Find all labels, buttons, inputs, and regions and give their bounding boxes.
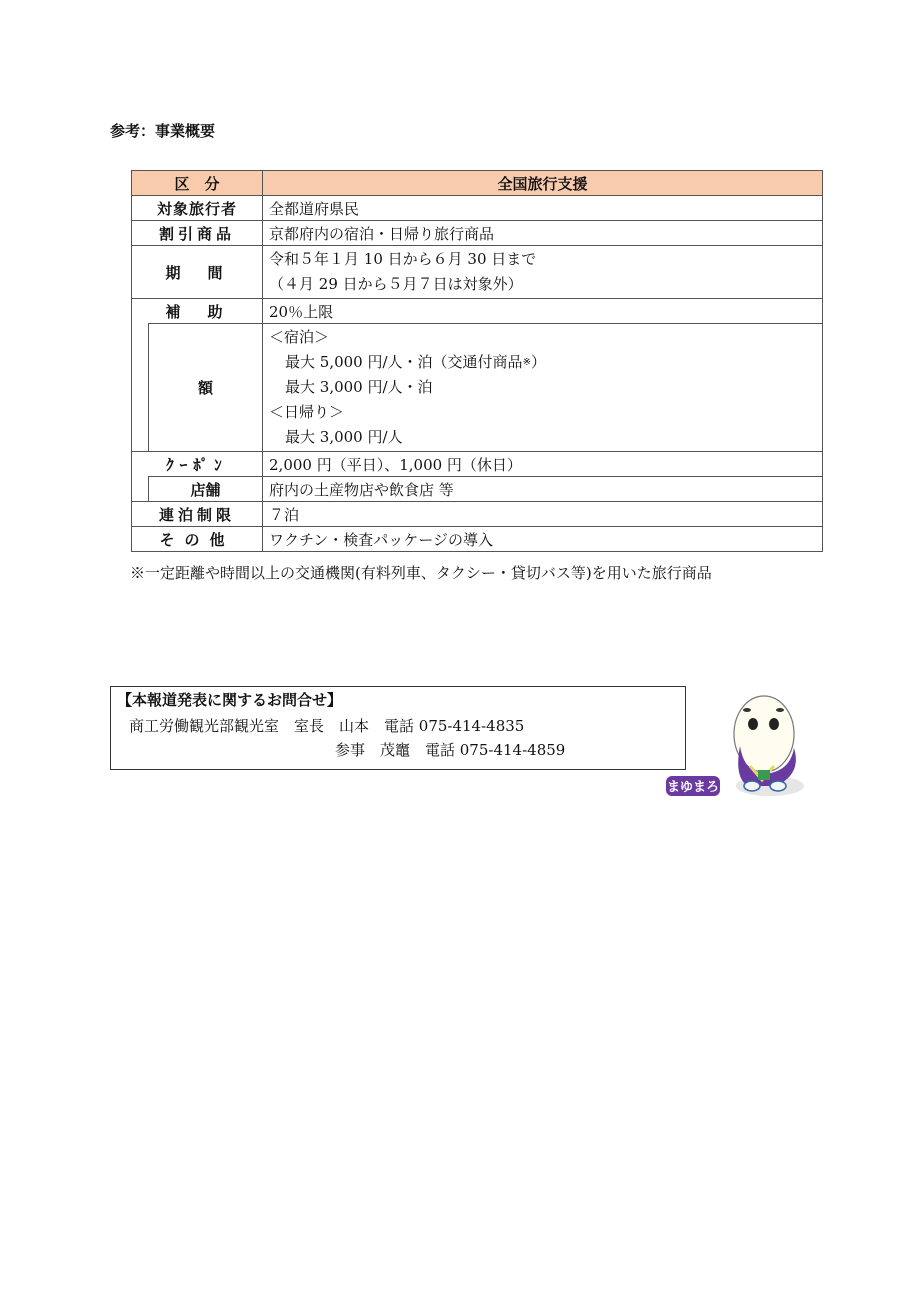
amount-line: ＜宿泊＞ [269, 328, 330, 346]
period-line-2: （４月 29 日から５月７日は対象外） [269, 275, 523, 293]
period-value [263, 246, 823, 299]
table-row [132, 477, 823, 502]
header-category: 区 分 [132, 171, 263, 196]
period-line-1: 令和５年１月 10 日から６月 30 日まで [269, 250, 537, 268]
contact-row-1: 商工労働観光部観光室 室長 山本 電話 075-414-4835 [129, 717, 525, 735]
table-row [132, 452, 823, 477]
table-header-row [132, 171, 823, 196]
subsidy-value: 20％上限 [263, 299, 823, 324]
contact-title: 【本報道発表に関するお問合せ】 [117, 691, 343, 709]
table-row [132, 196, 823, 221]
amount-line: 最大 3,000 円/人・泊 [285, 378, 433, 396]
coupon-value: 2,000 円（平日）、1,000 円（休日） [263, 452, 823, 477]
stores-label: 店舗 [149, 477, 263, 502]
period-label: 期 間 [132, 246, 263, 299]
product-value: 京都府内の宿泊・日帰り旅行商品 [263, 221, 823, 246]
table-row [132, 324, 823, 452]
table-row [132, 299, 823, 324]
other-label: その他 [132, 527, 263, 552]
note-ref: ※ [522, 357, 531, 368]
target-value: 全都道府県民 [263, 196, 823, 221]
amount-line [269, 350, 816, 375]
table-row [132, 527, 823, 552]
table-row [132, 221, 823, 246]
indent-cell [132, 477, 149, 502]
amount-line-close: ） [530, 353, 546, 371]
contact-row-2: 参事 茂竈 電話 075-414-4859 [335, 741, 566, 759]
table-row [132, 502, 823, 527]
nights-label: 連泊制限 [132, 502, 263, 527]
stores-value: 府内の土産物店や飲食店 等 [263, 477, 823, 502]
mayumaro-mascot-icon [664, 686, 814, 804]
overview-table [131, 170, 823, 552]
mascot-name: まゆまろ [666, 780, 720, 795]
amount-line-text: 最大 5,000 円/人・泊（交通付商品 [285, 353, 523, 371]
indent-cell [132, 324, 149, 452]
amount-line: 最大 3,000 円/人 [285, 428, 403, 446]
contact-box [110, 686, 686, 770]
product-label: 割引商品 [132, 221, 263, 246]
page-heading: 参考：事業概要 [110, 122, 216, 140]
other-value: ワクチン・検査パッケージの導入 [263, 527, 823, 552]
table-row [132, 246, 823, 299]
amount-label: 額 [149, 324, 263, 452]
subsidy-label: 補 助 [132, 299, 263, 324]
footnote: ※一定距離や時間以上の交通機関(有料列車、タクシー・貸切バス等)を用いた旅行商品 [130, 564, 712, 582]
target-label: 対象旅行者 [132, 196, 263, 221]
amount-value [263, 324, 823, 452]
amount-line: ＜日帰り＞ [269, 403, 345, 421]
coupon-label: ｸｰﾎﾟﾝ [132, 452, 263, 477]
header-program: 全国旅行支援 [263, 171, 823, 196]
nights-value: ７泊 [263, 502, 823, 527]
